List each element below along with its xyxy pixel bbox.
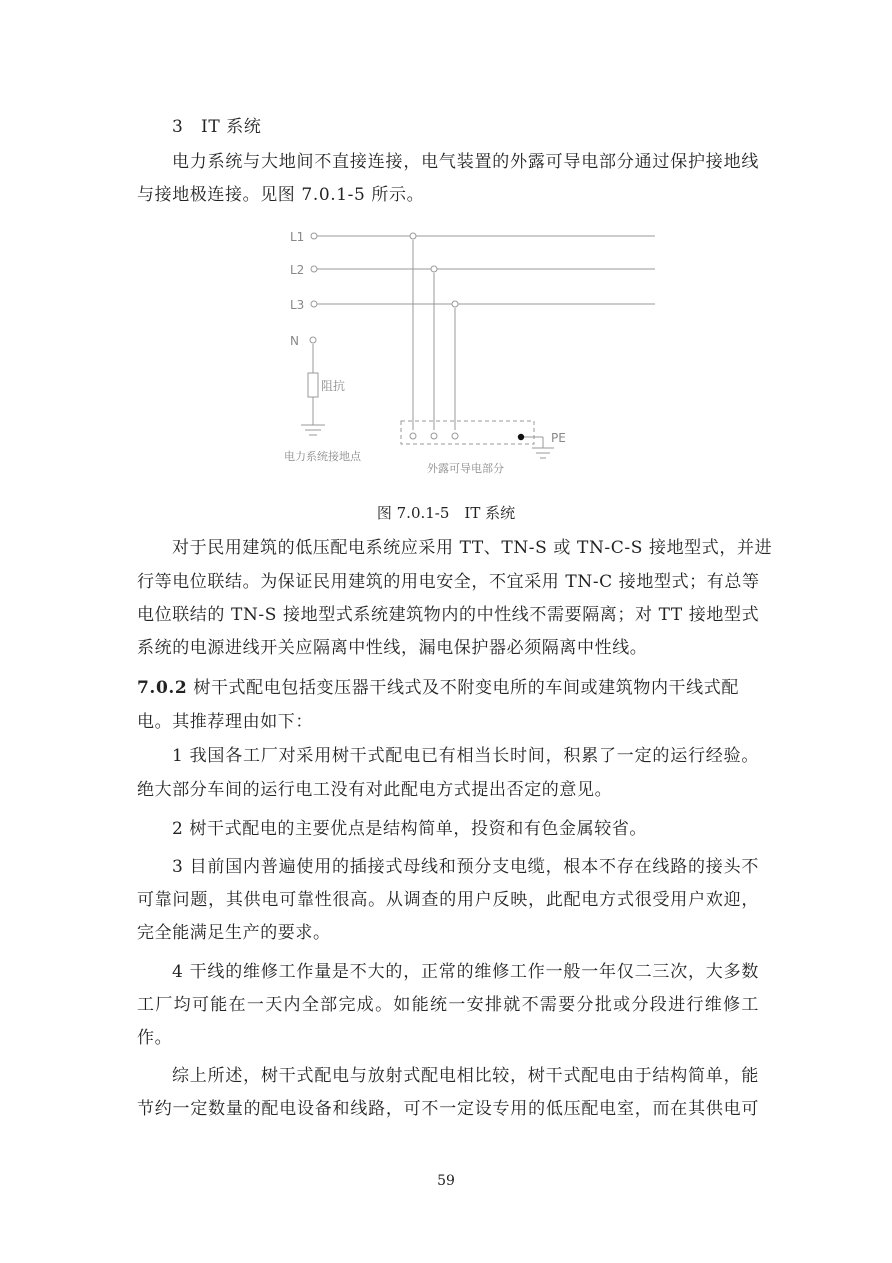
item4-line-2: 工厂均可能在一天内全部完成。如能统一安排就不需要分批或分段进行维修工 <box>137 995 759 1015</box>
label-exposed-part: 外露可导电部分 <box>427 462 504 475</box>
section-heading: 3 IT 系统 <box>172 117 262 137</box>
pe-connection-dot <box>518 434 524 440</box>
l2-node <box>431 266 437 272</box>
label-l3: L3 <box>290 298 305 312</box>
item4-line-1: 4 干线的维修工作量是不大的，正常的维修工作一般一年仅二三次，大多数 <box>172 962 759 982</box>
l3-terminal <box>311 301 317 307</box>
clause-7-0-2-line-1 <box>137 678 759 698</box>
clause-number: 7.0.2 <box>137 678 188 698</box>
summary-line-1: 综上所述，树干式配电与放射式配电相比较，树干式配电由于结构简单，能 <box>172 1066 759 1086</box>
item3-line-2: 可靠问题，其供电可靠性很高。从调查的用户反映，此配电方式很受用户欢迎， <box>137 890 759 910</box>
label-pe: PE <box>551 431 566 445</box>
item2-line-1: 2 树干式配电的主要优点是结构简单，投资和有色金属较省。 <box>172 819 648 839</box>
item1-line-1: 1 我国各工厂对采用树干式配电已有相当长时间，积累了一定的运行经验。 <box>172 746 759 766</box>
label-l2: L2 <box>290 263 305 277</box>
intro-line-2: 与接地极连接。见图 7.0.1-5 所示。 <box>137 185 425 205</box>
label-n: N <box>290 334 299 348</box>
para1-line-4: 系统的电源进线开关应隔离中性线，漏电保护器必须隔离中性线。 <box>137 638 648 658</box>
clause-text: 树干式配电包括变压器干线式及不附变电所的车间或建筑物内干线式配 <box>193 678 739 698</box>
item4-line-3: 作。 <box>137 1028 173 1048</box>
intro-line-1: 电力系统与大地间不直接连接，电气装置的外露可导电部分通过保护接地线 <box>172 152 759 172</box>
para1-line-1: 对于民用建筑的低压配电系统应采用 TT、TN-S 或 TN-C-S 接地型式，并进 <box>172 538 773 558</box>
summary-line-2: 节约一定数量的配电设备和线路，可不一定设专用的低压配电室，而在其供电可 <box>137 1099 759 1119</box>
n-terminal <box>310 337 316 343</box>
device-terminal-2 <box>431 433 437 439</box>
label-ground-point: 电力系统接地点 <box>284 450 361 463</box>
l3-node <box>452 301 458 307</box>
figure-caption: 图 7.0.1-5 IT 系统 <box>376 504 516 522</box>
item3-line-3: 完全能满足生产的要求。 <box>137 923 331 943</box>
l1-node <box>410 233 416 239</box>
item3-line-1: 3 目前国内普遍使用的插接式母线和预分支电缆，根本不存在线路的接头不 <box>172 857 759 877</box>
clause-line-2: 电。其推荐理由如下： <box>137 712 313 732</box>
label-impedance: 阻抗 <box>321 379 346 393</box>
item1-line-2: 绝大部分车间的运行电工没有对此配电方式提出否定的意见。 <box>137 780 613 800</box>
device-terminal-3 <box>452 433 458 439</box>
impedance-box <box>308 373 318 397</box>
label-l1: L1 <box>290 230 305 244</box>
exposed-conductive-box <box>401 421 534 444</box>
para1-line-2: 行等电位联结。为保证民用建筑的用电安全，不宜采用 TN-C 接地型式；有总等 <box>137 572 760 592</box>
it-system-diagram <box>270 218 670 478</box>
device-terminal-1 <box>410 433 416 439</box>
page-number: 59 <box>437 1173 455 1189</box>
para1-line-3: 电位联结的 TN-S 接地型式系统建筑物内的中性线不需要隔离；对 TT 接地型式 <box>137 605 760 625</box>
l1-terminal <box>311 233 317 239</box>
l2-terminal <box>311 266 317 272</box>
